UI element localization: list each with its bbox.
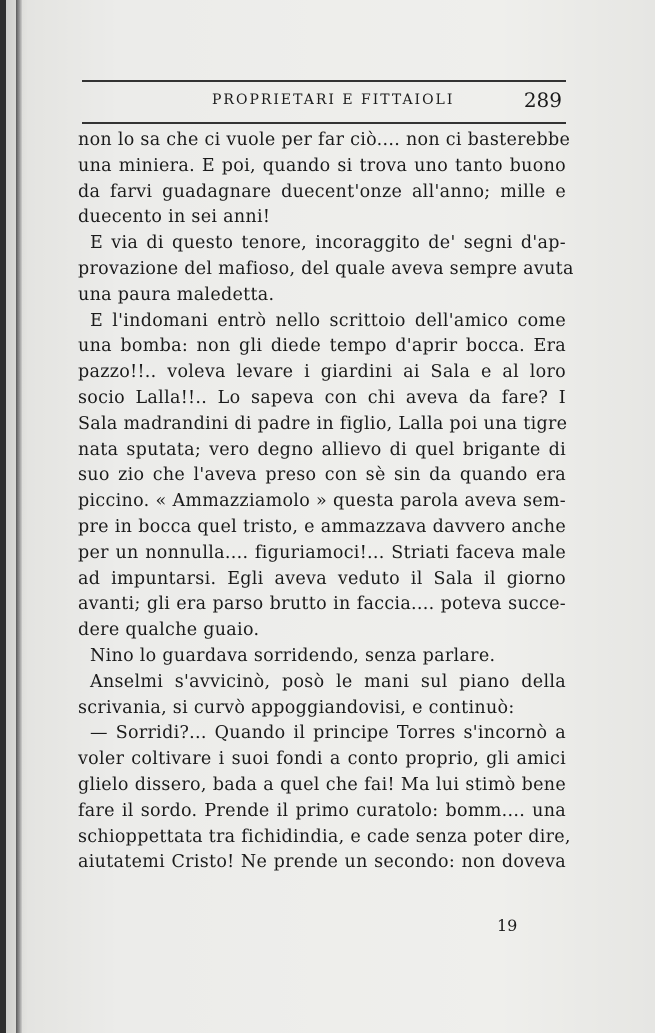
text-line: schioppettata tra fichidindia, e cade senza poter dire,: [78, 826, 571, 847]
body-text: [78, 128, 574, 876]
text-line: pre in bocca quel tristo, e ammazzava davvero anche: [78, 516, 566, 537]
running-head: [82, 88, 566, 116]
text-line: Anselmi s'avvicinò, posò le mani sul piano della: [90, 671, 566, 692]
text-line: duecento in sei anni!: [78, 207, 271, 228]
text-line: una miniera. E poi, quando si trova uno tanto buono: [78, 155, 566, 176]
text-line: — Sorridi?... Quando il principe Torres s'incornò a: [90, 723, 566, 744]
text-line: una bomba: non gli diede tempo d'aprir bocca. Era: [78, 336, 566, 357]
text-line: avanti; gli era parso brutto in faccia.... poteva succe-: [78, 594, 566, 615]
text-line: glielo dissero, bada a quel che fai! Ma lui stimò bene: [78, 774, 566, 795]
text-line: non lo sa che ci vuole per far ciò.... non ci basterebbe: [78, 130, 571, 150]
text-line: fare il sordo. Prende il primo curatolo: bomm.... una: [78, 800, 566, 821]
binding-shadow: [0, 0, 6, 1033]
text-line: E l'indomani entrò nello scrittoio dell'amico come: [90, 310, 566, 331]
text-line: suo zio che l'aveva preso con sè sin da quando era: [78, 465, 566, 486]
text-line: pazzo!!.. voleva levare i giardini ai Sala e al loro: [78, 362, 566, 383]
signature-mark: 19: [497, 916, 518, 935]
text-line: dere qualche guaio.: [78, 620, 260, 641]
header-rule-bottom: [82, 122, 566, 124]
text-line: aiutatemi Cristo! Ne prende un secondo: non doveva: [78, 852, 566, 873]
text-line: ad impuntarsi. Egli aveva veduto il Sala il giorno: [78, 568, 566, 589]
text-line: Sala madrandini di padre in figlio, Lalla poi una tigre: [78, 413, 568, 434]
text-line: nata sputata; vero degno allievo di quel brigante di: [78, 439, 566, 460]
text-line: piccino. « Ammazziamolo » questa parola aveva sem-: [78, 491, 566, 512]
text-line: Nino lo guardava sorridendo, senza parlare.: [90, 645, 496, 666]
text-line: una paura maledetta.: [78, 284, 275, 305]
text-line: E via di questo tenore, incoraggito de' segni d'ap-: [90, 233, 566, 254]
text-line: socio Lalla!!.. Lo sapeva con chi aveva da fare? I: [78, 387, 566, 408]
header-rule-top: [82, 80, 566, 82]
binding-gutter: [16, 0, 22, 1033]
text-line: scrivania, si curvò appoggiandovisi, e continuò:: [78, 697, 515, 718]
text-line: provazione del mafioso, del quale aveva sempre avuta: [78, 258, 574, 279]
running-title: PROPRIETARI E FITTAIOLI: [212, 92, 455, 108]
text-line: per un nonnulla.... figuriamoci!... Striati faceva male: [78, 542, 566, 563]
text-line: da farvi guadagnare duecent'onze all'anno; mille e: [78, 181, 566, 202]
page-number: 289: [523, 88, 562, 112]
text-line: voler coltivare i suoi fondi a conto proprio, gli amici: [78, 749, 566, 770]
